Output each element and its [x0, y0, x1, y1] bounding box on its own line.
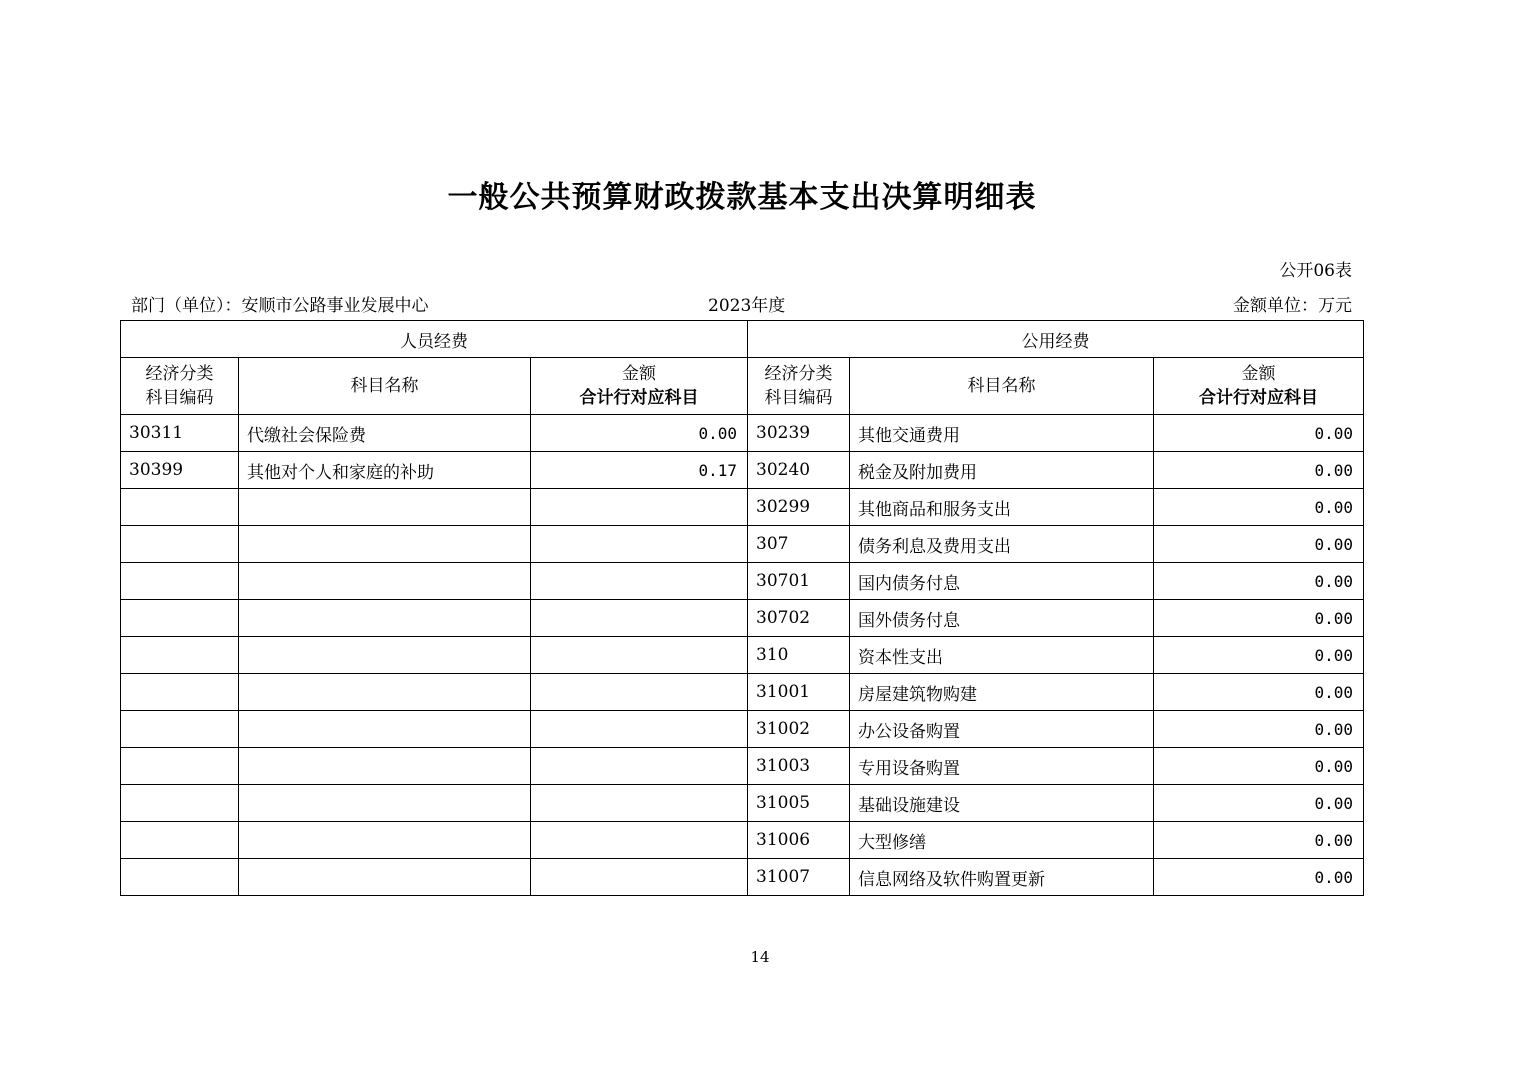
personnel-name-cell [239, 563, 531, 600]
header-amount-line2: 合计行对应科目 [1199, 388, 1319, 408]
public-name-cell: 国外债务付息 [850, 600, 1154, 637]
table-row [121, 785, 1364, 822]
group-personnel: 人员经费 [121, 321, 748, 358]
table-row [121, 674, 1364, 711]
header-code-line2: 科目编码 [145, 388, 214, 408]
personnel-code-cell [121, 489, 239, 526]
public-name-cell: 信息网络及软件购置更新 [850, 859, 1154, 896]
public-code-cell: 30702 [748, 600, 850, 637]
header-amount-line1: 金额 [1241, 364, 1276, 384]
table-row [121, 748, 1364, 785]
personnel-code-cell [121, 748, 239, 785]
public-amount-cell: 0.00 [1154, 489, 1364, 526]
public-name-cell: 房屋建筑物购建 [850, 674, 1154, 711]
personnel-amount-cell [531, 637, 748, 674]
public-code-cell: 31005 [748, 785, 850, 822]
header-code-line1: 经济分类 [764, 364, 833, 384]
public-code-cell: 30240 [748, 452, 850, 489]
table-row [121, 711, 1364, 748]
public-amount-cell: 0.00 [1154, 563, 1364, 600]
public-code-cell: 31006 [748, 822, 850, 859]
header-amount-line2: 合计行对应科目 [579, 388, 699, 408]
public-amount-cell: 0.00 [1154, 600, 1364, 637]
page-title: 一般公共预算财政拨款基本支出决算明细表 [447, 180, 1037, 215]
public-code-cell: 30239 [748, 415, 850, 452]
amount-unit: 金额单位：万元 [1233, 296, 1352, 316]
header-amount-line1: 金额 [622, 364, 656, 384]
public-name-cell: 大型修缮 [850, 822, 1154, 859]
public-name-cell: 其他商品和服务支出 [850, 489, 1154, 526]
public-name-cell: 专用设备购置 [850, 748, 1154, 785]
public-code-cell: 310 [748, 637, 850, 674]
header-personnel-amount [531, 358, 748, 415]
public-amount-cell: 0.00 [1154, 415, 1364, 452]
personnel-amount-cell [531, 711, 748, 748]
table-row [121, 452, 1364, 489]
personnel-amount-cell [531, 563, 748, 600]
personnel-name-cell [239, 489, 531, 526]
public-code-cell: 307 [748, 526, 850, 563]
table-row [121, 637, 1364, 674]
public-amount-cell: 0.00 [1154, 822, 1364, 859]
header-code-line2: 科目编码 [764, 388, 833, 408]
personnel-code-cell [121, 859, 239, 896]
personnel-amount-cell [531, 822, 748, 859]
personnel-name-cell: 代缴社会保险费 [239, 415, 531, 452]
header-public-code [748, 358, 850, 415]
personnel-code-cell [121, 600, 239, 637]
personnel-name-cell: 其他对个人和家庭的补助 [239, 452, 531, 489]
header-code-line1: 经济分类 [145, 364, 214, 384]
personnel-name-cell [239, 600, 531, 637]
page-number: 14 [750, 948, 770, 966]
personnel-amount-cell [531, 600, 748, 637]
group-header-row [121, 321, 1364, 358]
personnel-name-cell [239, 674, 531, 711]
table-row [121, 489, 1364, 526]
personnel-name-cell [239, 859, 531, 896]
public-amount-cell: 0.00 [1154, 452, 1364, 489]
personnel-code-cell [121, 637, 239, 674]
public-code-cell: 31007 [748, 859, 850, 896]
public-name-cell: 国内债务付息 [850, 563, 1154, 600]
table-row [121, 415, 1364, 452]
personnel-amount-cell [531, 674, 748, 711]
personnel-code-cell [121, 711, 239, 748]
public-code-cell: 31002 [748, 711, 850, 748]
public-amount-cell: 0.00 [1154, 637, 1364, 674]
table-row [121, 859, 1364, 896]
public-code-cell: 30701 [748, 563, 850, 600]
personnel-name-cell [239, 637, 531, 674]
personnel-code-cell: 30311 [121, 415, 239, 452]
header-public-amount [1154, 358, 1364, 415]
personnel-amount-cell: 0.00 [531, 415, 748, 452]
department-label: 部门（单位）：安顺市公路事业发展中心 [131, 296, 429, 316]
public-name-cell: 资本性支出 [850, 637, 1154, 674]
public-amount-cell: 0.00 [1154, 785, 1364, 822]
public-amount-cell: 0.00 [1154, 711, 1364, 748]
table-row [121, 822, 1364, 859]
public-name-cell: 税金及附加费用 [850, 452, 1154, 489]
public-name-cell: 基础设施建设 [850, 785, 1154, 822]
personnel-amount-cell [531, 785, 748, 822]
header-public-name: 科目名称 [850, 358, 1154, 415]
personnel-name-cell [239, 748, 531, 785]
personnel-amount-cell [531, 489, 748, 526]
public-name-cell: 其他交通费用 [850, 415, 1154, 452]
table-row [121, 600, 1364, 637]
personnel-code-cell [121, 674, 239, 711]
personnel-name-cell [239, 711, 531, 748]
public-name-cell: 办公设备购置 [850, 711, 1154, 748]
table-row [121, 563, 1364, 600]
expenditure-table [120, 320, 1364, 896]
personnel-code-cell [121, 822, 239, 859]
personnel-name-cell [239, 785, 531, 822]
public-amount-cell: 0.00 [1154, 526, 1364, 563]
public-amount-cell: 0.00 [1154, 748, 1364, 785]
public-code-cell: 31003 [748, 748, 850, 785]
public-code-cell: 30299 [748, 489, 850, 526]
header-personnel-name: 科目名称 [239, 358, 531, 415]
table-number: 公开06表 [1279, 261, 1352, 281]
personnel-amount-cell [531, 526, 748, 563]
header-personnel-code [121, 358, 239, 415]
fiscal-year: 2023年度 [708, 296, 786, 316]
personnel-name-cell [239, 526, 531, 563]
public-amount-cell: 0.00 [1154, 859, 1364, 896]
column-header-row [121, 358, 1364, 415]
personnel-code-cell: 30399 [121, 452, 239, 489]
personnel-code-cell [121, 785, 239, 822]
public-amount-cell: 0.00 [1154, 674, 1364, 711]
table-row [121, 526, 1364, 563]
group-public: 公用经费 [748, 321, 1364, 358]
personnel-amount-cell: 0.17 [531, 452, 748, 489]
personnel-code-cell [121, 526, 239, 563]
personnel-code-cell [121, 563, 239, 600]
personnel-amount-cell [531, 859, 748, 896]
public-code-cell: 31001 [748, 674, 850, 711]
personnel-name-cell [239, 822, 531, 859]
public-name-cell: 债务利息及费用支出 [850, 526, 1154, 563]
personnel-amount-cell [531, 748, 748, 785]
